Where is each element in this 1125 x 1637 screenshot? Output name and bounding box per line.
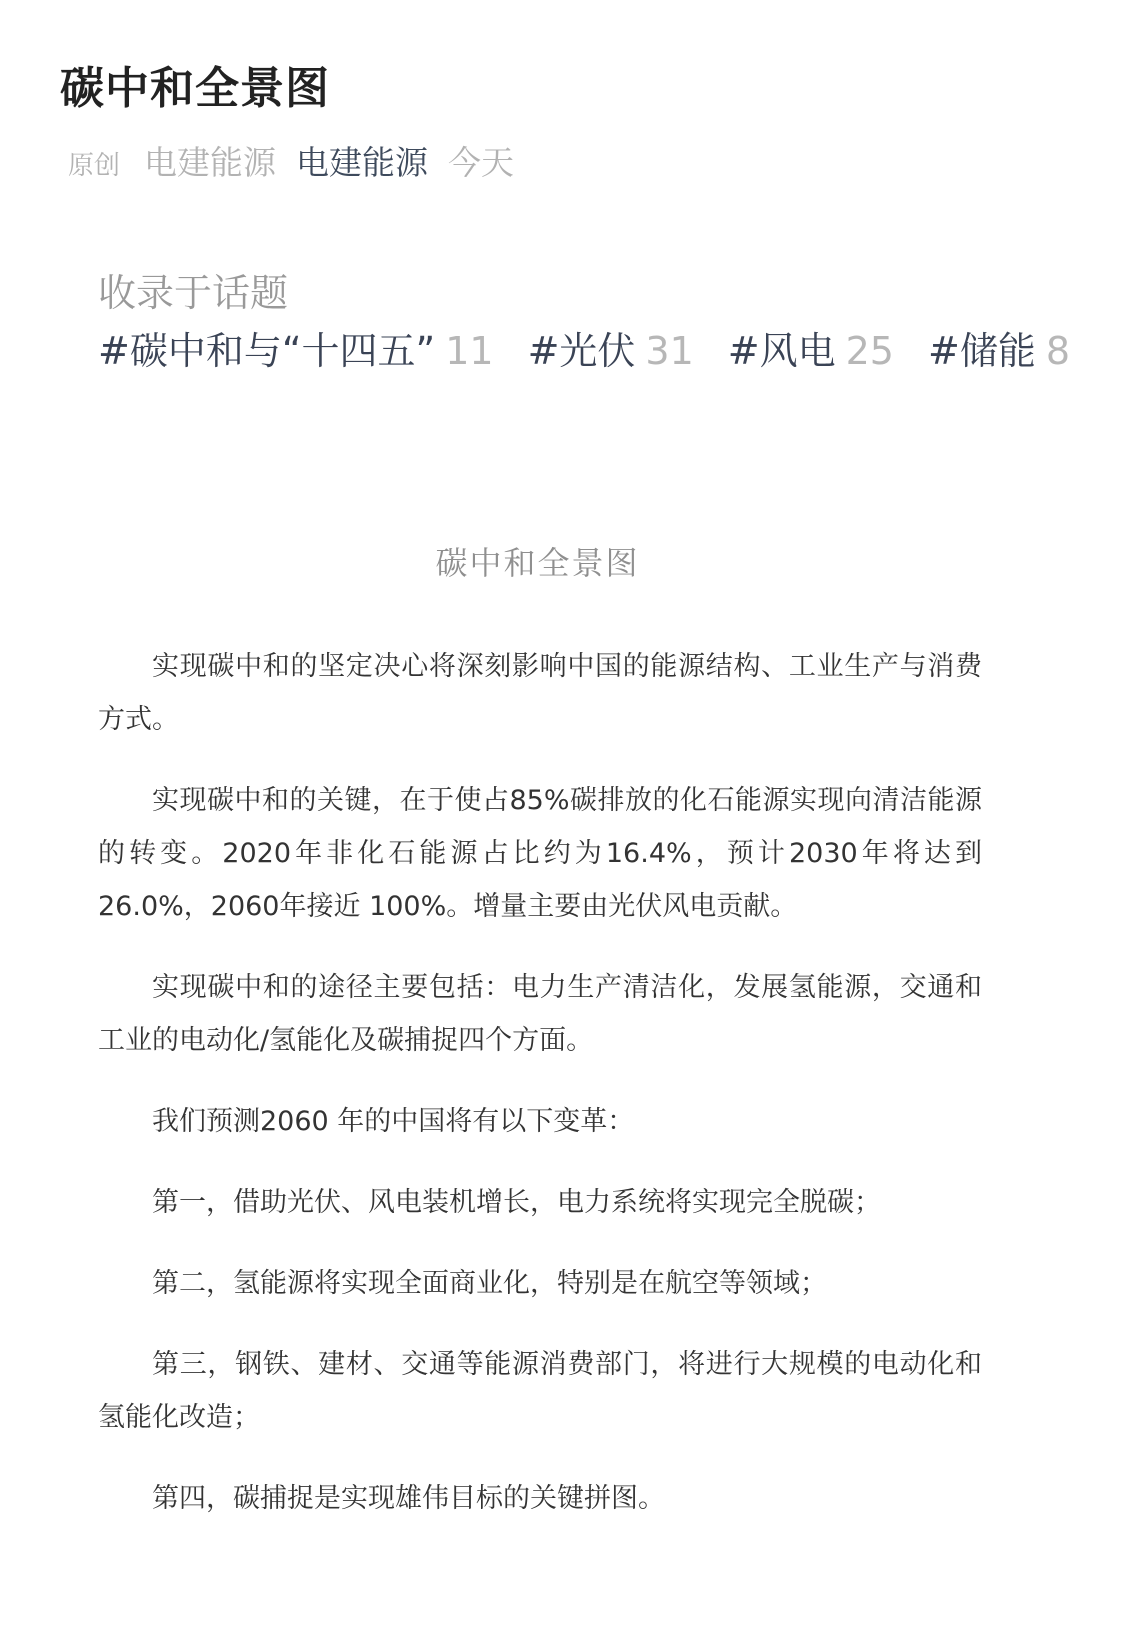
- paragraph: 我们预测2060 年的中国将有以下变革：: [152, 1106, 635, 1137]
- topic-name: #风电: [727, 329, 836, 373]
- topic-count: 8: [1045, 329, 1071, 373]
- topic-name: #储能: [927, 329, 1036, 373]
- article-title: 碳中和全景图: [60, 63, 330, 114]
- paragraph: 第三，钢铁、建材、交通等能源消费部门，将进行大规模的电动化和氢能化改造；: [98, 1349, 982, 1433]
- article-meta: [68, 137, 514, 184]
- topic-tag-energy-storage[interactable]: [928, 320, 1070, 375]
- paragraph: 实现碳中和的坚定决心将深刻影响中国的能源结构、工业生产与消费方式。: [98, 651, 982, 735]
- paragraph: 实现碳中和的途径主要包括：电力生产清洁化，发展氢能源，交通和工业的电动化/氢能化及碳捕捉四个方面。: [98, 972, 982, 1056]
- content-heading: 碳中和全景图: [435, 544, 640, 582]
- topic-tag-wind-power[interactable]: [728, 320, 894, 375]
- paragraph: 第一，借助光伏、风电装机增长，电力系统将实现完全脱碳；: [152, 1187, 881, 1218]
- topics-label: 收录于话题: [98, 271, 289, 315]
- paragraph: 实现碳中和的关键，在于使占85%碳排放的化石能源实现向清洁能源的转变。2020年非化石能源占比约为16.4%，预计2030年将达到26.0%，2060年接近 100%。增量主要由光伏风电贡献。: [98, 785, 982, 922]
- paragraph: 第四，碳捕捉是实现雄伟目标的关键拼图。: [152, 1483, 665, 1514]
- topic-tag-carbon-neutral[interactable]: [98, 320, 494, 375]
- topic-name: #碳中和与“十四五”: [98, 329, 436, 373]
- topic-count: 25: [845, 329, 894, 373]
- account-link[interactable]: 电建能源: [296, 143, 429, 182]
- paragraph: 第二，氢能源将实现全面商业化，特别是在航空等领域；: [152, 1268, 827, 1299]
- topic-count: 11: [445, 329, 494, 373]
- topics-list: [98, 320, 1104, 375]
- topic-tag-photovoltaic[interactable]: [528, 320, 694, 375]
- publish-date: 今天: [448, 143, 515, 182]
- topic-count: 31: [645, 329, 694, 373]
- topic-name: #光伏: [527, 329, 636, 373]
- article-body: [98, 640, 982, 1553]
- author-name: 电建能源: [144, 143, 277, 182]
- original-tag: 原创: [68, 151, 121, 181]
